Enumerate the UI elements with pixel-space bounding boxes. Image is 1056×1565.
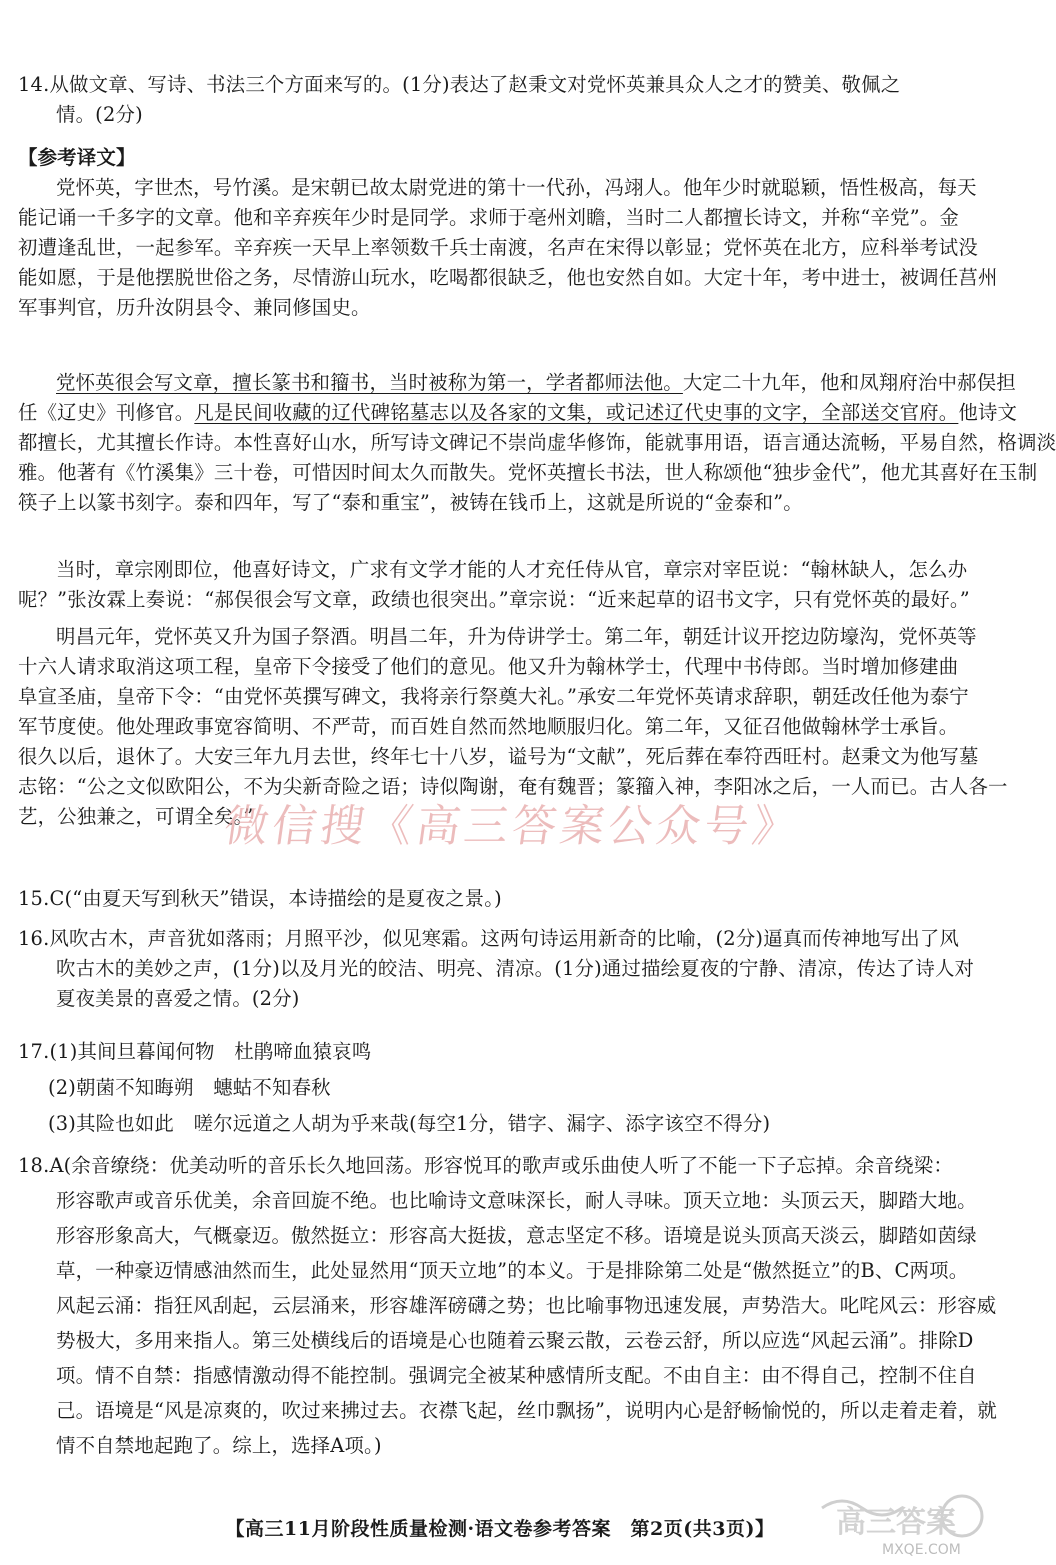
translation-paragraph-3: [18, 555, 982, 615]
text-line: 军节度使。他处理政事宽容简明、不严苛，而百姓自然而然地顺服归化。第二年，又征召他做翰林学士承旨。: [18, 715, 959, 738]
translation-heading: 【参考译文】: [18, 146, 136, 169]
translation-paragraph-1: [18, 173, 998, 323]
q18-line: 己。语境是“风是凉爽的，吹过来拂过去。衣襟飞起，丝巾飘扬”，说明内心是舒畅愉悦的，所以走着走着，就: [56, 1399, 997, 1422]
q18-block: [18, 1148, 997, 1463]
text-line: 明昌元年，党怀英又升为国子祭酒。明昌二年，升为侍讲学士。第二年，朝廷计议开挖边防壕沟，党怀英等: [56, 625, 977, 648]
text-span: 任《辽史》刊修官。: [18, 401, 195, 424]
translation-paragraph-2: [18, 368, 1056, 518]
q18-line: 项。情不自禁：指感情激动得不能控制。强调完全被某种感情所支配。不由自主：由不得自己，控制不住自: [56, 1364, 977, 1387]
text-span: 他诗文: [958, 401, 1018, 424]
logo-url: MXQE.COM: [882, 1542, 961, 1558]
q16-line: 吹古木的美妙之声，(1分)以及月光的皎洁、明亮、清凉。(1分)通过描绘夏夜的宁静、清凉，传达了诗人对: [56, 957, 975, 980]
text-line: 当时，章宗刚即位，他喜好诗文，广求有文学才能的人才充任侍从官，章宗对宰臣说：“翰林缺人，怎么办: [56, 558, 968, 581]
q14-line: 情。(2分): [56, 103, 143, 126]
text-line: 能如愿，于是他摆脱世俗之务，尽情游山玩水，吃喝都很缺乏，他也安然自如。大定十年，考中进士，被调任莒州: [18, 266, 998, 289]
q17-block: [18, 1034, 982, 1142]
q17-line: 17.(1)其间旦暮闻何物 杜鹃啼血猿哀鸣: [18, 1040, 372, 1063]
q15-block: [18, 884, 982, 914]
q15-line: 15.C(“由夏天写到秋天”错误，本诗描绘的是夏夜之景。): [18, 887, 502, 910]
text-line: 雅。他著有《竹溪集》三十卷，可惜因时间太久而散失。党怀英擅长书法，世人称颂他“独步金代”，他尤其喜好在玉制: [18, 461, 1038, 484]
text-line: 志铭：“公之文似欧阳公，不为尖新奇险之语；诗似陶谢，奄有魏晋；篆籀入神，李阳冰之后，一人而已。古人各一: [18, 775, 1008, 798]
text-line: 十六人请求取消这项工程，皇帝下令接受了他们的意见。他又升为翰林学士，代理中书侍郎。当时增加修建曲: [18, 655, 959, 678]
text-line: 呢？”张汝霖上奏说：“郝俣很会写文章，政绩也很突出。”章宗说：“近来起草的诏书文字，只有党怀英的最好。”: [18, 588, 970, 611]
q14-line: 14.从做文章、写诗、书法三个方面来写的。(1分)表达了赵秉文对党怀英兼具众人之才的赞美、敬佩之: [18, 73, 901, 96]
page-footer: 【高三11月阶段性质量检测·语文卷参考答案 第2页(共3页)】: [225, 1518, 775, 1540]
text-line: [18, 368, 1016, 398]
q18-line: 情不自禁地起跑了。综上，选择A项。): [56, 1434, 382, 1457]
q14-block: [18, 70, 982, 130]
text-line: 军事判官，历升汝阴县令、兼同修国史。: [18, 296, 371, 319]
text-line: 党怀英，字世杰，号竹溪。是宋朝已故太尉党进的第十一代孙，冯翊人。他年少时就聪颖，悟性极高，每天: [56, 176, 977, 199]
text-line: 阜宣圣庙，皇帝下令：“由党怀英撰写碑文，我将亲行祭奠大礼。”承安二年党怀英请求辞职，朝廷改任他为泰宁: [18, 685, 969, 708]
q18-line: 草，一种豪迈情感油然而生，此处显然用“顶天立地”的本义。于是排除第二处是“傲然挺立”的B、C两项。: [56, 1259, 969, 1282]
text-line: 都擅长，尤其擅长作诗。本性喜好山水，所写诗文碑记不崇尚虚华修饰，能就事用语，语言通达流畅，平易自然，格调淡: [18, 431, 1056, 454]
q18-line: 形容形象高大，气概豪迈。傲然挺立：形容高大挺拔，意志坚定不移。语境是说头顶高天淡云，脚踏如茵绿: [56, 1224, 977, 1247]
text-line: 筷子上以篆书刻字。泰和四年，写了“泰和重宝”，被铸在钱币上，这就是所说的“金泰和”。: [18, 491, 803, 514]
text-line: [18, 398, 1018, 428]
q17-line: (2)朝菌不知晦朔 蟪蛄不知春秋: [48, 1076, 331, 1099]
q18-line: 18.A(余音缭绕：优美动听的音乐长久地回荡。形容悦耳的歌声或乐曲使人听了不能一下子忘掉。余音绕梁：: [18, 1154, 953, 1177]
text-span: 大定二十九年，他和凤翔府治中郝俣担: [682, 371, 1016, 394]
q18-line: 势极大，多用来指人。第三处横线后的语境是心也随着云聚云散，云卷云舒，所以应选“风起云涌”。排除D: [56, 1329, 974, 1352]
text-line: 很久以后，退休了。大安三年九月去世，终年七十八岁，谥号为“文献”，死后葬在奉符西旺村。赵秉文为他写墓: [18, 745, 979, 768]
text-line: 能记诵一千多字的文章。他和辛弃疾年少时是同学。求师于亳州刘瞻，当时二人都擅长诗文，并称“辛党”。金: [18, 206, 959, 229]
translation-paragraph-4: [18, 622, 1008, 832]
text-line: 初遭逢乱世，一起参军。辛弃疾一天早上率领数千兵士南渡，名声在宋得以彰显；党怀英在北方，应科举考试没: [18, 236, 978, 259]
translation-section: [18, 143, 998, 323]
q16-line: 16.风吹古木，声音犹如落雨；月照平沙，似见寒霜。这两句诗运用新奇的比喻，(2分)逼真而传神地写出了风: [18, 927, 960, 950]
q16-block: [18, 924, 982, 1014]
q18-line: 形容歌声或音乐优美，余音回旋不绝。也比喻诗文意味深长，耐人寻味。顶天立地：头顶云天，脚踏大地。: [56, 1189, 977, 1212]
underlined-sentence: 凡是民间收藏的辽代碑铭墓志以及各家的文集，或记述辽代史事的文字，全部送交官府。: [194, 401, 959, 424]
logo-text: 高三答案: [836, 1505, 956, 1540]
text-line: 艺，公独兼之，可谓全矣。”: [18, 805, 254, 828]
q16-line: 夏夜美景的喜爱之情。(2分): [56, 987, 300, 1010]
q18-line: 风起云涌：指狂风刮起，云层涌来，形容雄浑磅礴之势；也比喻事物迅速发展，声势浩大。叱咤风云：形容威: [56, 1294, 997, 1317]
q17-line: (3)其险也如此 嗟尔远道之人胡为乎来哉(每空1分，错字、漏字、添字该空不得分): [48, 1112, 771, 1135]
watermark-text: 微信搜《高三答案公众号》: [220, 801, 804, 852]
underlined-sentence: 党怀英很会写文章，擅长篆书和籀书，当时被称为第一，学者都师法他。: [56, 371, 683, 394]
